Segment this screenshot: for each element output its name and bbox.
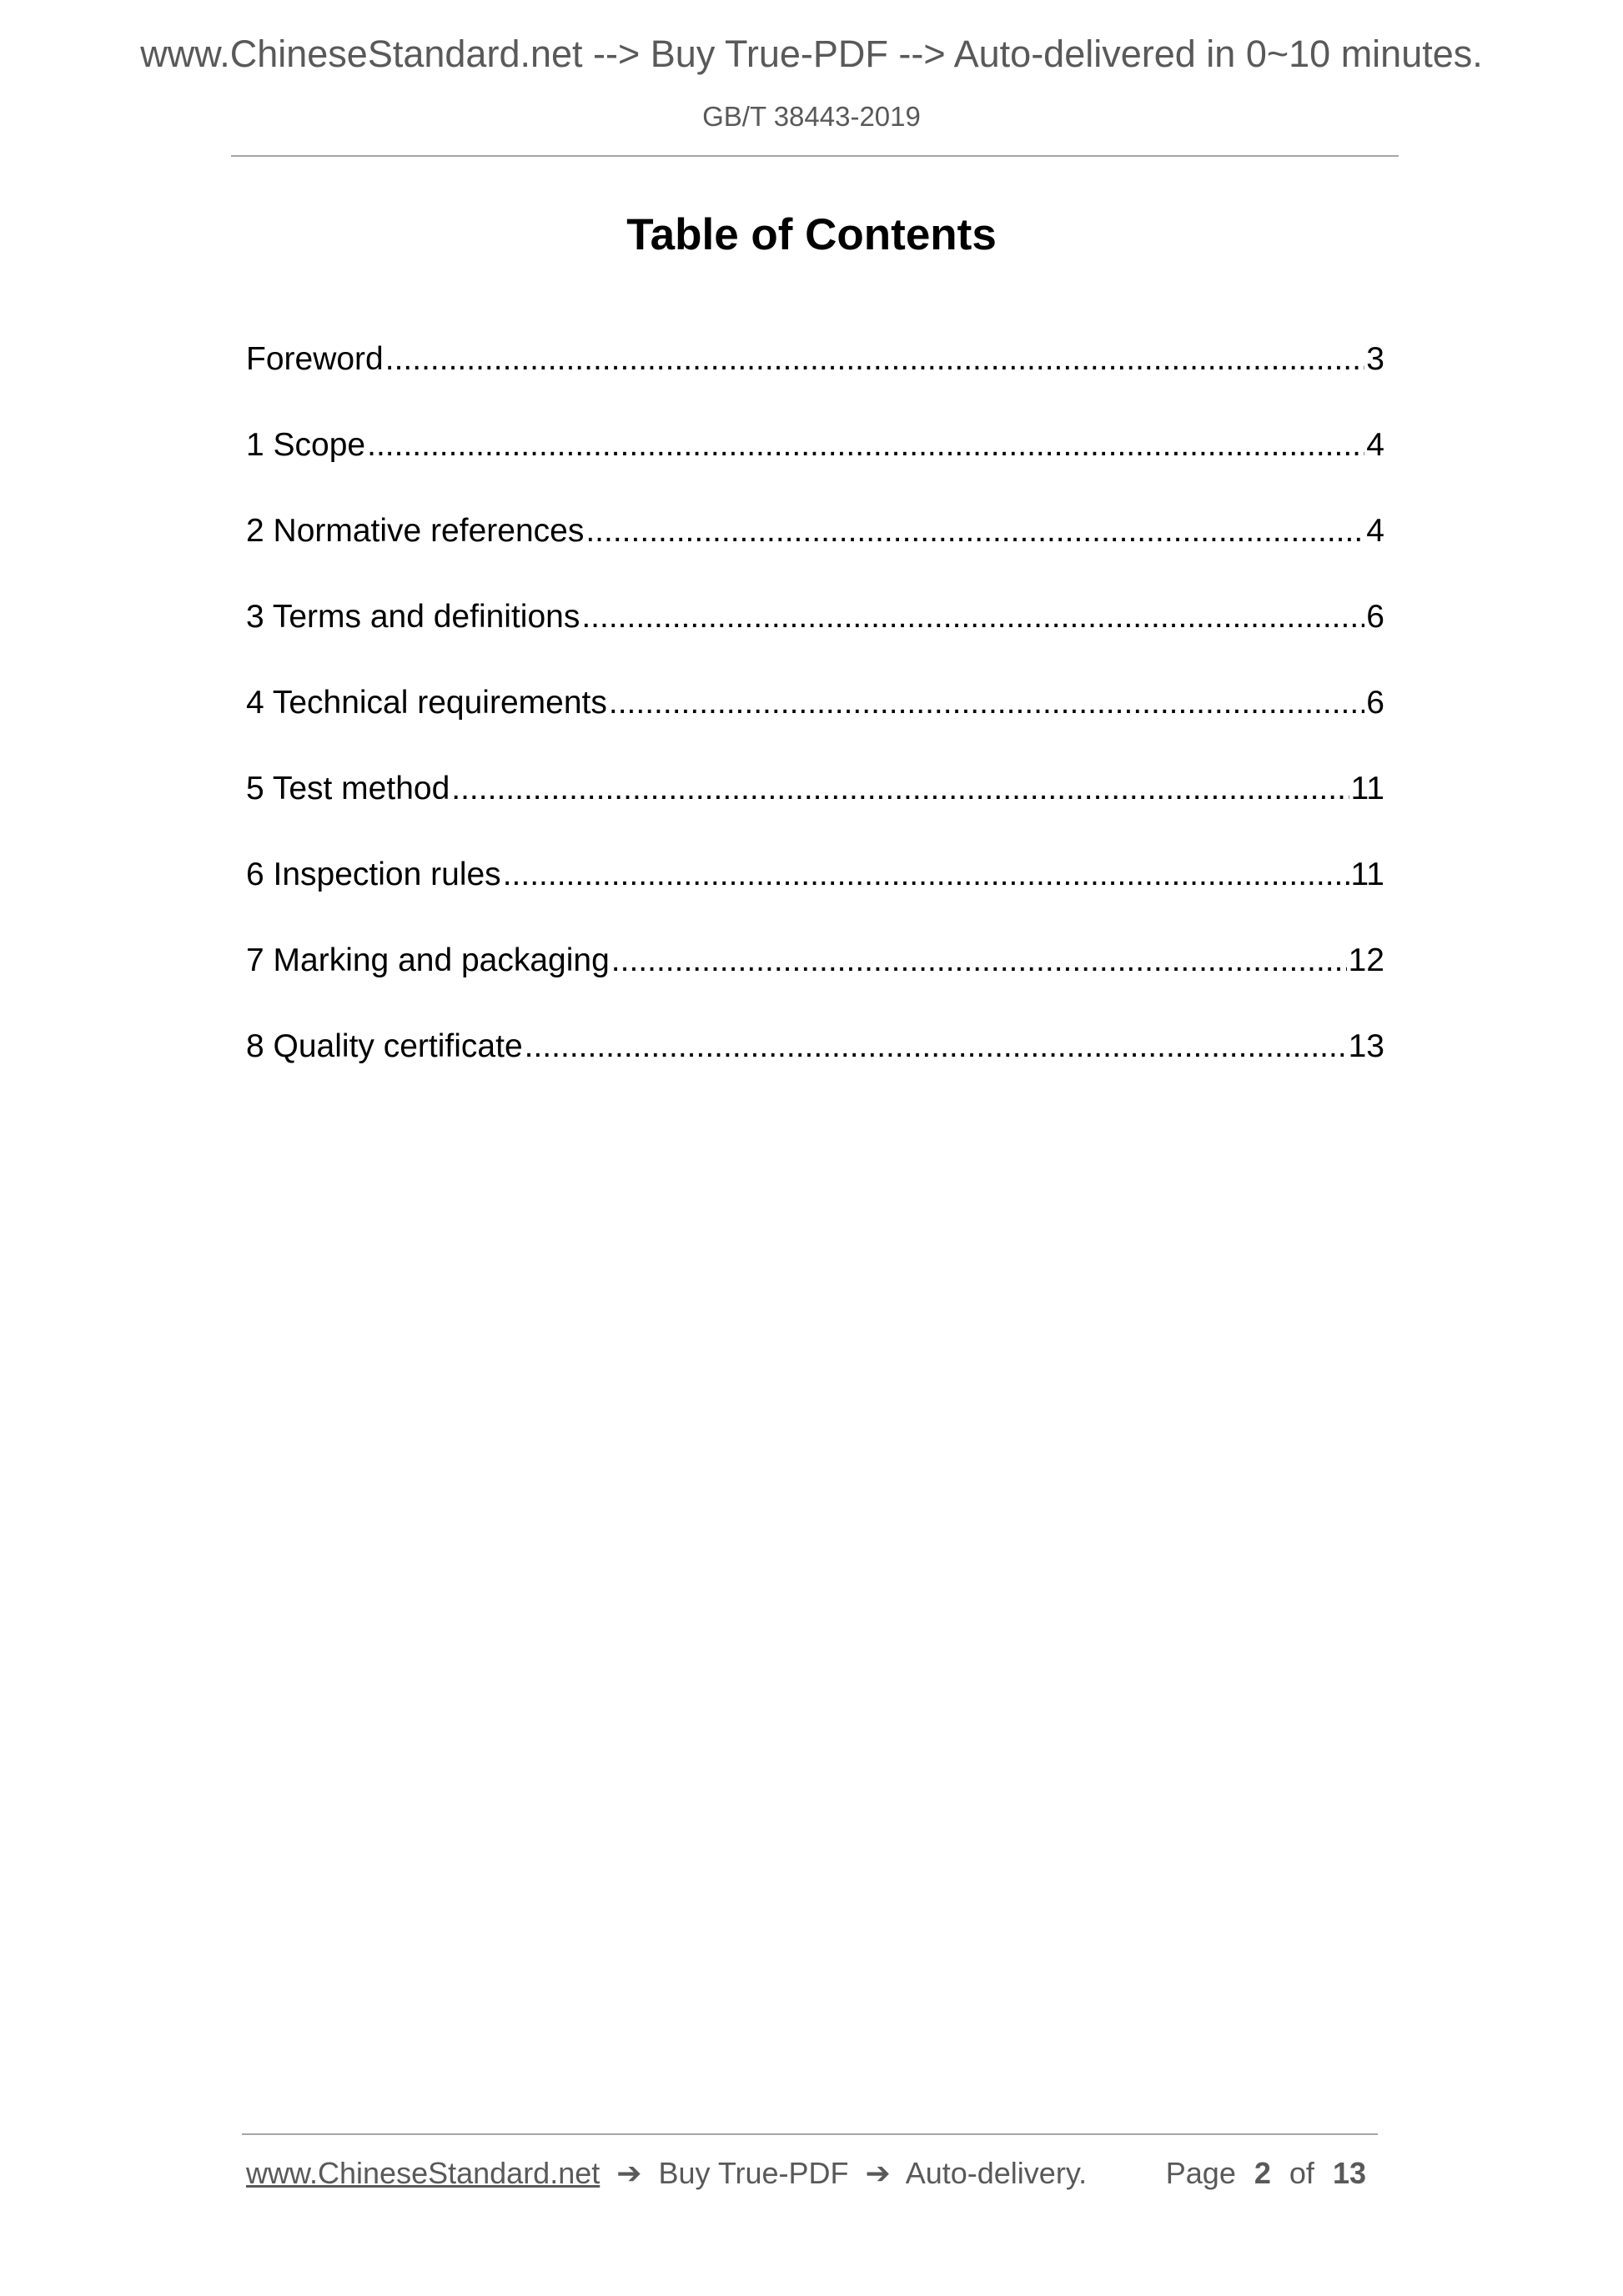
page-word: Page — [1165, 2156, 1236, 2190]
dot-leader — [611, 941, 1347, 981]
toc-entry-label: 6 Inspection rules — [246, 857, 501, 892]
current-page: 2 — [1254, 2156, 1271, 2190]
toc-entry-label: 8 Quality certificate — [246, 1028, 523, 1064]
header-banner: www.ChineseStandard.net --> Buy True-PDF --> Auto-delivered in 0~10 minutes. — [140, 33, 1483, 75]
toc-entry-page: 12 — [1348, 942, 1384, 978]
toc-entry-page: 13 — [1348, 1028, 1384, 1064]
toc-entry-label: 2 Normative references — [246, 513, 585, 549]
toc-entry-page: 6 — [1366, 599, 1384, 635]
toc-entry-scope[interactable] — [246, 425, 1384, 511]
dot-leader — [385, 339, 1365, 379]
total-pages: 13 — [1332, 2156, 1366, 2190]
toc-list — [246, 339, 1384, 1113]
toc-entry-page: 4 — [1366, 427, 1384, 463]
toc-entry-marking-and-packaging[interactable] — [246, 941, 1384, 1027]
dot-leader — [367, 425, 1364, 465]
toc-entry-inspection-rules[interactable] — [246, 855, 1384, 941]
header-divider — [231, 155, 1399, 157]
right-arrow-icon: ➔ — [865, 2156, 891, 2190]
toc-entry-page: 11 — [1350, 771, 1384, 806]
toc-entry-label: 4 Technical requirements — [246, 685, 607, 721]
dot-leader — [581, 597, 1364, 637]
toc-entry-foreword[interactable] — [246, 339, 1384, 425]
toc-entry-label: 1 Scope — [246, 427, 366, 463]
toc-entry-label: 5 Test method — [246, 771, 450, 806]
page-number — [1166, 2155, 1376, 2191]
footer-divider — [242, 2133, 1378, 2135]
dot-leader — [451, 769, 1349, 809]
dot-leader — [503, 855, 1349, 895]
toc-entry-quality-certificate[interactable] — [246, 1027, 1384, 1113]
dot-leader — [585, 511, 1364, 551]
auto-delivery-text: Auto-delivery. — [905, 2156, 1088, 2190]
page-footer — [246, 2155, 1376, 2191]
standard-code: GB/T 38443-2019 — [702, 101, 921, 132]
toc-entry-technical-requirements[interactable] — [246, 683, 1384, 769]
toc-entry-label: Foreword — [246, 341, 384, 377]
buy-true-pdf-text: Buy True-PDF — [658, 2156, 849, 2190]
toc-entry-normative-references[interactable] — [246, 511, 1384, 597]
page-title: Table of Contents — [626, 210, 997, 259]
toc-entry-page: 11 — [1350, 857, 1384, 892]
dot-leader — [525, 1027, 1347, 1067]
toc-entry-label: 3 Terms and definitions — [246, 599, 580, 635]
right-arrow-icon: ➔ — [616, 2156, 642, 2190]
toc-entry-page: 6 — [1366, 685, 1384, 721]
toc-entry-terms-and-definitions[interactable] — [246, 597, 1384, 683]
of-word: of — [1289, 2156, 1314, 2190]
toc-entry-test-method[interactable] — [246, 769, 1384, 855]
toc-entry-label: 7 Marking and packaging — [246, 942, 610, 978]
site-link[interactable]: www.ChineseStandard.net — [246, 2156, 600, 2190]
toc-entry-page: 3 — [1366, 341, 1384, 377]
toc-entry-page: 4 — [1366, 513, 1384, 549]
dot-leader — [609, 683, 1364, 723]
